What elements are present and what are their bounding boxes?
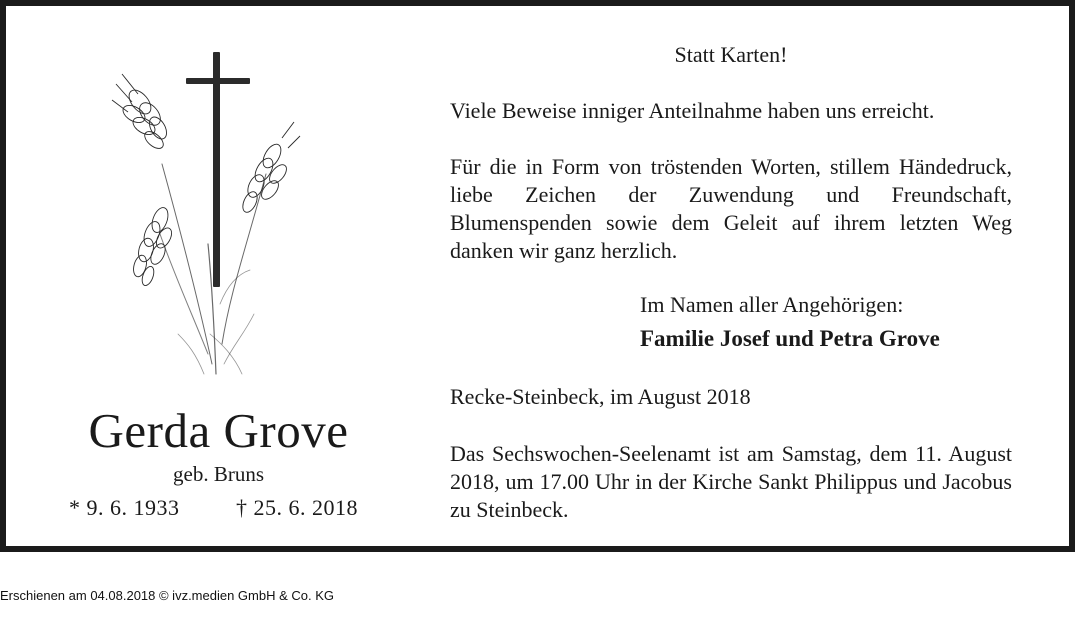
signature-family: Familie Josef und Petra Grove bbox=[640, 326, 940, 351]
cross-with-wheat-icon bbox=[104, 44, 304, 384]
thanks-paragraph-1: Viele Beweise inniger Anteilnahme haben uns erreicht. bbox=[450, 98, 935, 123]
publication-footer: Erschienen am 04.08.2018 © ivz.medien GmbH & Co. KG bbox=[0, 588, 335, 603]
thanks-paragraph-2: Für die in Form von tröstenden Worten, stillem Händedruck, liebe Zeichen der Zuwendung und Freundschaft, Blumenspenden sowie dem Geleit auf ihrem letzten Weg danken wir ganz herzlich. bbox=[450, 154, 1012, 263]
deceased-name: Gerda Grove bbox=[88, 403, 349, 458]
maiden-name: geb. Bruns bbox=[173, 462, 264, 486]
birth-date: * 9. 6. 1933 bbox=[69, 495, 180, 520]
place-date: Recke-Steinbeck, im August 2018 bbox=[450, 384, 751, 409]
signature-intro: Im Namen aller Angehörigen: bbox=[640, 292, 904, 317]
death-date: † 25. 6. 2018 bbox=[236, 495, 358, 520]
service-paragraph: Das Sechswochen-Seelenamt ist am Samstag, dem 11. August 2018, um 17.00 Uhr in der Kirche Sankt Philippus und Jacobus zu Steinbeck. bbox=[450, 441, 1012, 522]
notice-heading: Statt Karten! bbox=[674, 42, 788, 67]
